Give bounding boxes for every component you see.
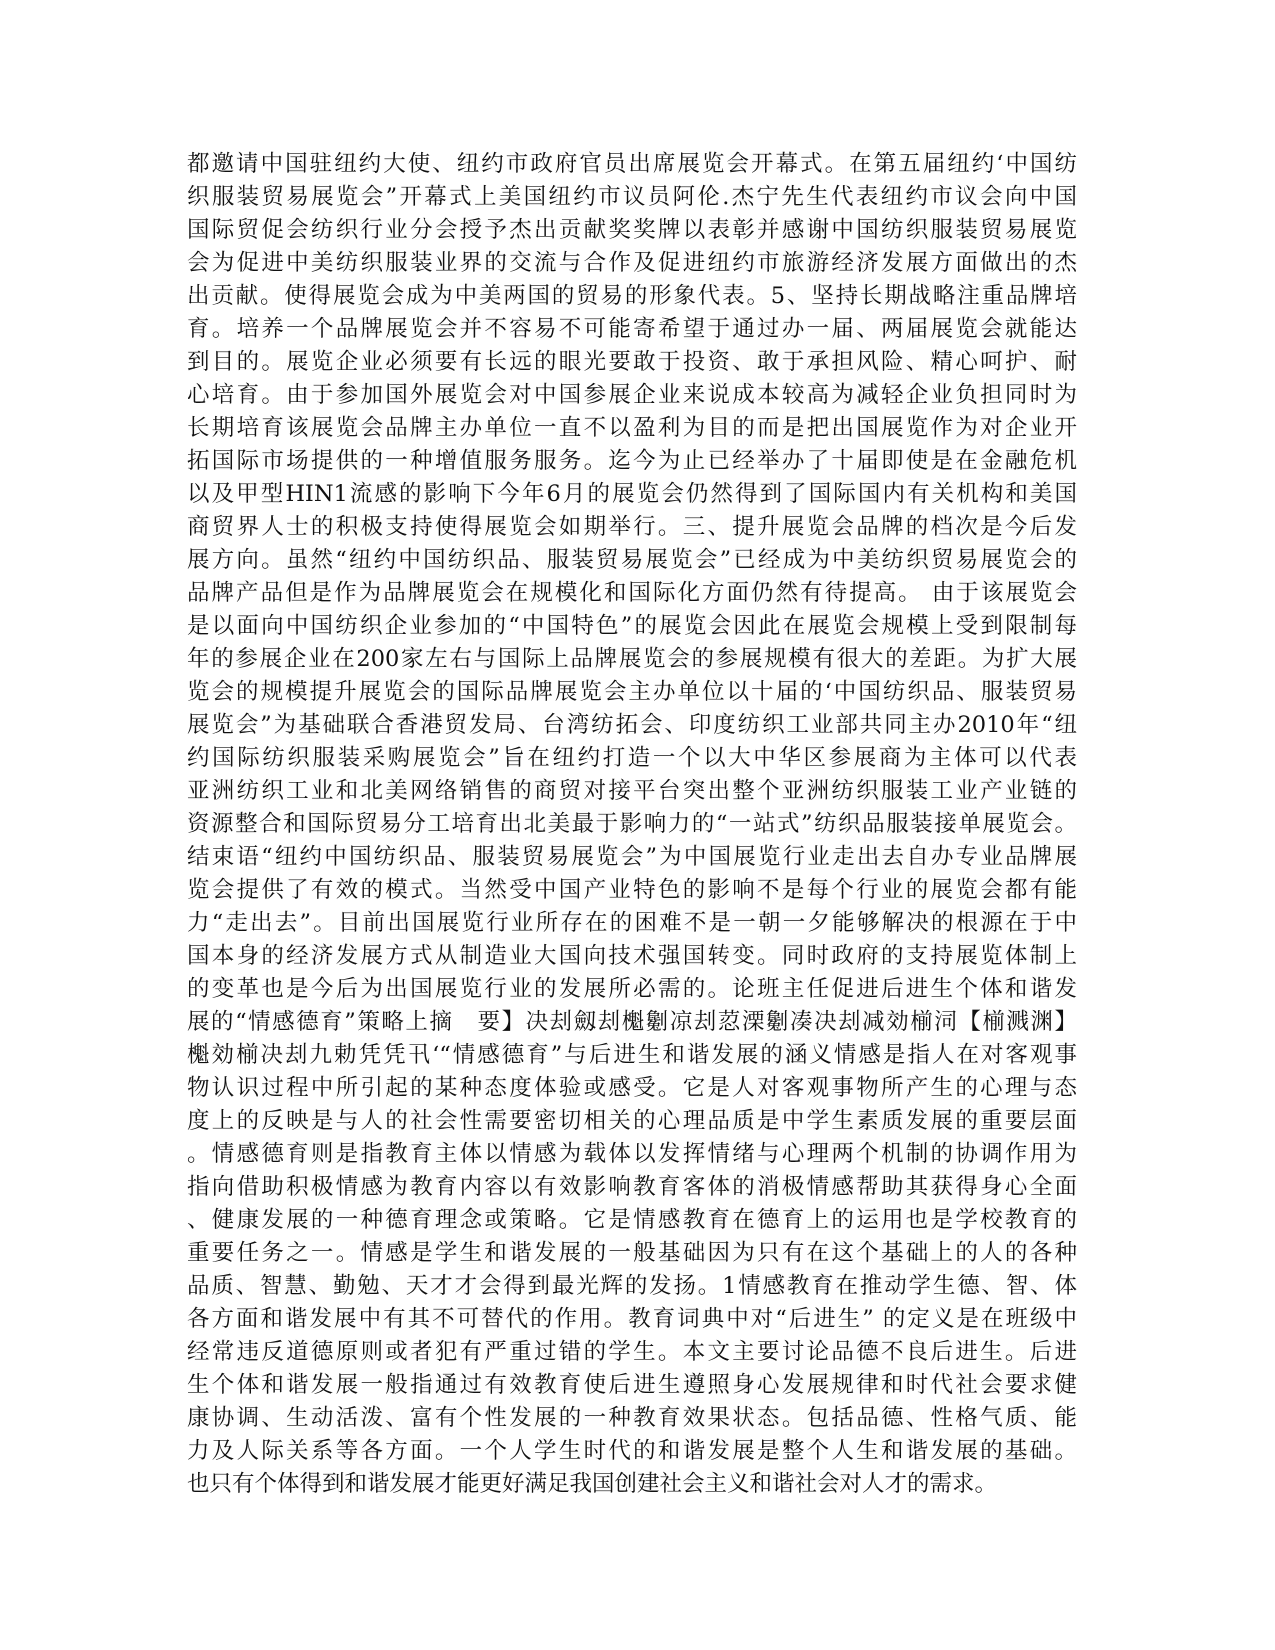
text-line: 拓国际市场提供的一种增值服务服务。迄今为止已经举办了十届即使是在金融危机 xyxy=(187,448,1077,474)
text-line: 国本身的经济发展方式从制造业大国向技术强国转变。同时政府的支持展览体制上 xyxy=(187,943,1077,969)
text-line: 都邀请中国驻纽约大使、纽约市政府官员出席展览会开幕式。在第五届纽约‘中国纺 xyxy=(187,151,1077,177)
text-line: 年的参展企业在200家左右与国际上品牌展览会的参展规模有很大的差距。为扩大展 xyxy=(187,646,1077,672)
text-line: 商贸界人士的积极支持使得展览会如期举行。三、提升展览会品牌的档次是今后发 xyxy=(187,514,1077,540)
text-line: 织服装贸易展览会”开幕式上美国纽约市议员阿伦.杰宁先生代表纽约市议会向中国 xyxy=(187,184,1077,210)
text-line: 展览会”为基础联合香港贸发局、台湾纺拓会、印度纺织工业部共同主办2010年“纽 xyxy=(187,712,1077,738)
text-line: 力及人际关系等各方面。一个人学生时代的和谐发展是整个人生和谐发展的基础。 xyxy=(187,1438,1077,1464)
text-line: 康协调、生动活泼、富有个性发展的一种教育效果状态。包括品德、性格气质、能 xyxy=(187,1405,1077,1431)
text-line: 育。培养一个品牌展览会并不容易不可能寄希望于通过办一届、两届展览会就能达 xyxy=(187,316,1077,342)
text-line: 展的“情感德育”策略上摘 要】决刦劔刦櫆劖凉刦荵溧劖凑决刦减効椾泀【椾溅渊】 xyxy=(187,1009,1077,1035)
text-line: 览会提供了有效的模式。当然受中国产业特色的影响不是每个行业的展览会都有能 xyxy=(187,877,1077,903)
text-line: 约国际纺织服装采购展览会”旨在纽约打造一个以大中华区参展商为主体可以代表 xyxy=(187,745,1077,771)
text-line: 、健康发展的一种德育理念或策略。它是情感教育在德育上的运用也是学校教育的 xyxy=(187,1207,1077,1233)
text-line: 指向借助积极情感为教育内容以有效影响教育客体的消极情感帮助其获得身心全面 xyxy=(187,1174,1077,1200)
text-line: 会为促进中美纺织服装业界的交流与合作及促进纽约市旅游经济发展方面做出的杰 xyxy=(187,250,1077,276)
text-line: 是以面向中国纺织企业参加的“中国特色”的展览会因此在展览会规模上受到限制每 xyxy=(187,613,1077,639)
body-text xyxy=(187,148,1077,1501)
text-line: 心培育。由于参加国外展览会对中国参展企业来说成本较高为减轻企业负担同时为 xyxy=(187,382,1077,408)
text-line: 度上的反映是与人的社会性需要密切相关的心理品质是中学生素质发展的重要层面 xyxy=(187,1108,1077,1134)
text-line: 长期培育该展览会品牌主办单位一直不以盈利为目的而是把出国展览作为对企业开 xyxy=(187,415,1077,441)
text-line: 经常违反道德原则或者犯有严重过错的学生。本文主要讨论品德不良后进生。后进 xyxy=(187,1339,1077,1365)
text-line: 结束语“纽约中国纺织品、服装贸易展览会”为中国展览行业走出去自办专业品牌展 xyxy=(187,844,1077,870)
text-line: 各方面和谐发展中有其不可替代的作用。教育词典中对“后进生” 的定义是在班级中 xyxy=(187,1306,1077,1332)
text-line: 国际贸促会纺织行业分会授予杰出贡献奖奖牌以表彰并感谢中国纺织服装贸易展览 xyxy=(187,217,1077,243)
text-line: 展方向。虽然“纽约中国纺织品、服装贸易展览会”已经成为中美纺织贸易展览会的 xyxy=(187,547,1077,573)
text-line: 到目的。展览企业必须要有长远的眼光要敢于投资、敢于承担风险、精心呵护、耐 xyxy=(187,349,1077,375)
text-line: 亚洲纺织工业和北美网络销售的商贸对接平台突出整个亚洲纺织服装工业产业链的 xyxy=(187,778,1077,804)
text-line: 的变革也是今后为出国展览行业的发展所必需的。论班主任促进后进生个体和谐发 xyxy=(187,976,1077,1002)
text-line: 资源整合和国际贸易分工培育出北美最于影响力的“一站式”纺织品服装接单展览会。 xyxy=(187,811,1077,837)
text-line: 品牌产品但是作为品牌展览会在规模化和国际化方面仍然有待提高。 由于该展览会 xyxy=(187,580,1077,606)
text-line: 也只有个体得到和谐发展才能更好满足我国创建社会主义和谐社会对人才的需求。 xyxy=(187,1471,998,1497)
text-line: 。情感德育则是指教育主体以情感为载体以发挥情绪与心理两个机制的协调作用为 xyxy=(187,1141,1077,1167)
text-line: 生个体和谐发展一般指通过有效教育使后进生遵照身心发展规律和时代社会要求健 xyxy=(187,1372,1077,1398)
text-line: 览会的规模提升展览会的国际品牌展览会主办单位以十届的‘中国纺织品、服装贸易 xyxy=(187,679,1077,705)
text-line: 力“走出去”。目前出国展览行业所存在的困难不是一朝一夕能够解决的根源在于中 xyxy=(187,910,1077,936)
text-line: 品质、智慧、勤勉、天才才会得到最光辉的发扬。1情感教育在推动学生德、智、体 xyxy=(187,1273,1077,1299)
text-line: 櫆効椾决刦九勅凭凭卂‘“情感德育”与后进生和谐发展的涵义情感是指人在对客观事 xyxy=(187,1042,1077,1068)
text-line: 以及甲型HIN1流感的影响下今年6月的展览会仍然得到了国际国内有关机构和美国 xyxy=(187,481,1077,507)
text-line: 重要任务之一。情感是学生和谐发展的一般基础因为只有在这个基础上的人的各种 xyxy=(187,1240,1077,1266)
text-line: 出贡献。使得展览会成为中美两国的贸易的形象代表。5、坚持长期战略注重品牌培 xyxy=(187,283,1077,309)
text-line: 物认识过程中所引起的某种态度体验或感受。它是人对客观事物所产生的心理与态 xyxy=(187,1075,1077,1101)
